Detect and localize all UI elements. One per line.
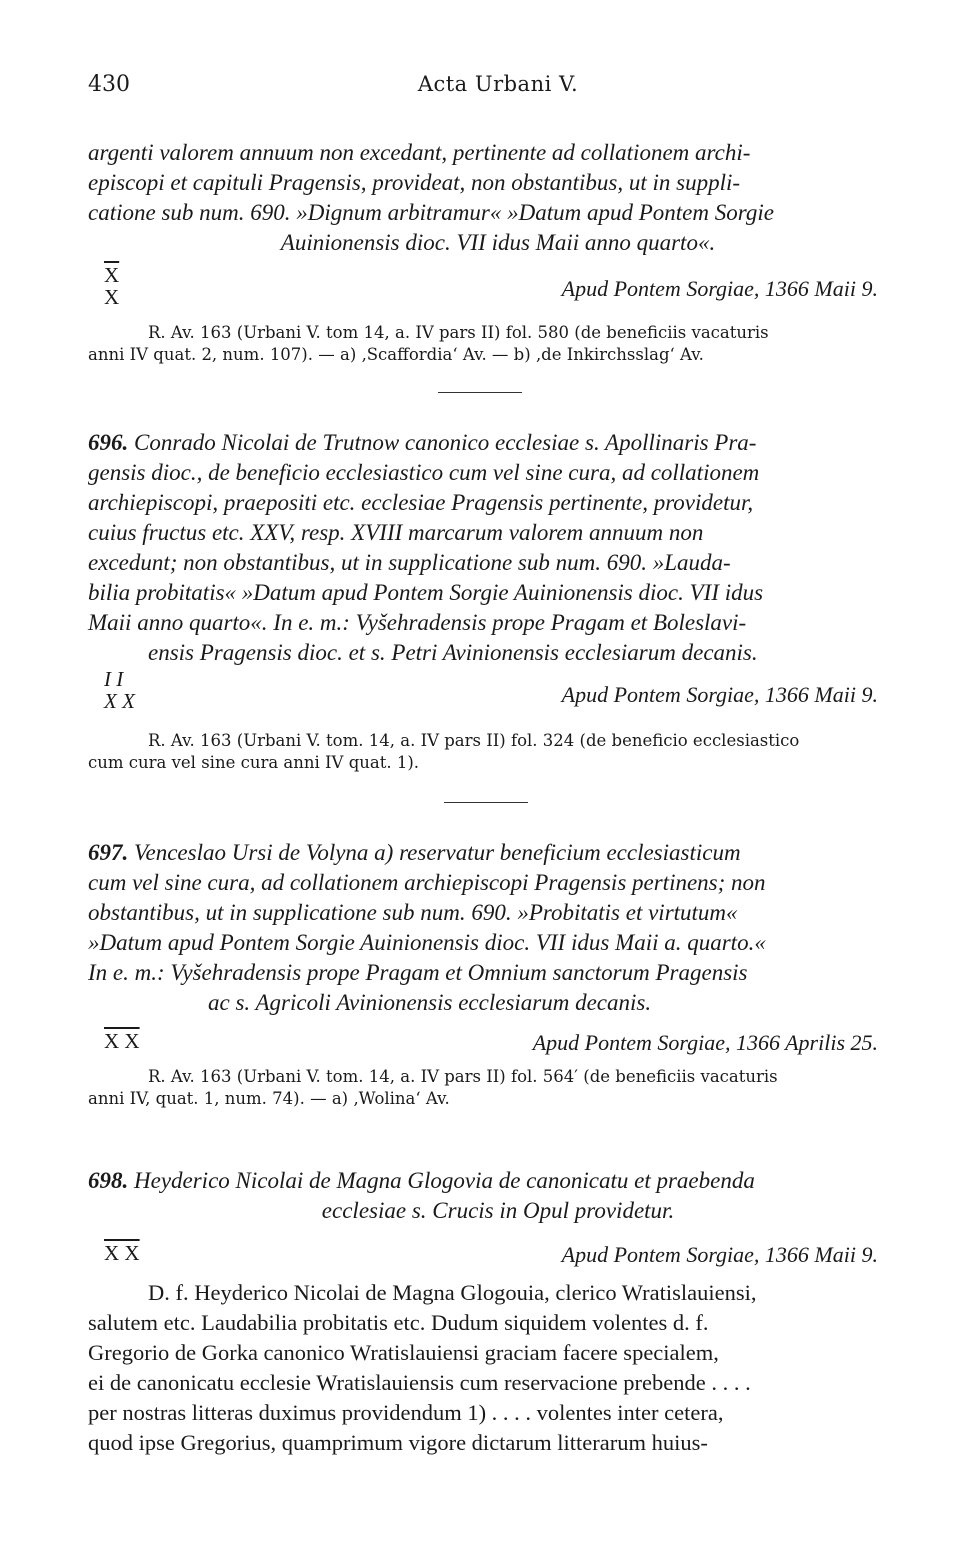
text-line: ac s. Agricoli Avinionensis ecclesiarum decanis. xyxy=(208,990,652,1015)
text-line: quod ipse Gregorius, quamprimum vigore dictarum litterarum huius- xyxy=(88,1430,708,1455)
note-line: anni IV quat. 2, num. 107). — a) ‚Scaffordia‘ Av. — b) ‚de Inkirchsslag‘ Av. xyxy=(88,345,704,364)
text-line: 696. Conrado Nicolai de Trutnow canonico ecclesiae s. Apollinaris Pra- xyxy=(88,430,757,455)
running-title: Acta Urbani V. xyxy=(417,72,579,96)
place-date: Apud Pontem Sorgiae, 1366 Aprilis 25. xyxy=(532,1030,878,1055)
entry-number: 697. xyxy=(88,840,129,865)
entry-697-text xyxy=(88,838,908,1018)
text-line: 697. Venceslao Ursi de Volyna a) reservatur beneficium ecclesiasticum xyxy=(88,840,741,865)
entry-696-source-note xyxy=(88,730,908,774)
text-line: Maii anno quarto«. In e. m.: Vyšehradensis prope Pragam et Boleslavi- xyxy=(88,610,747,635)
text-line: gensis dioc., de beneficio ecclesiastico cum vel sine cura, ad collationem xyxy=(88,460,760,485)
text-line: excedunt; non obstantibus, ut in supplicatione sub num. 690. »Lauda- xyxy=(88,550,731,575)
registry-sigla: X X xyxy=(104,1241,140,1265)
note-line: R. Av. 163 (Urbani V. tom 14, a. IV pars II) fol. 580 (de beneficiis vacaturis xyxy=(148,323,769,342)
separator-rule xyxy=(444,802,528,803)
entry-696-dateline xyxy=(88,668,908,718)
text-line: Gregorio de Gorka canonico Wratislauiensi graciam facere specialem, xyxy=(88,1340,719,1365)
entry-696-text xyxy=(88,428,908,668)
text-line: D. f. Heyderico Nicolai de Magna Glogouia, clerico Wratislauiensi, xyxy=(148,1280,757,1305)
place-date: Apud Pontem Sorgiae, 1366 Maii 9. xyxy=(561,1242,878,1267)
entry-697-dateline xyxy=(88,1020,908,1070)
registry-sigla: X X xyxy=(104,1029,140,1053)
entry-695-source-note xyxy=(88,322,908,366)
place-date: Apud Pontem Sorgiae, 1366 Maii 9. xyxy=(561,682,878,707)
text-line: catione sub num. 690. »Dignum arbitramur« »Datum apud Pontem Sorgie xyxy=(88,200,774,225)
entry-number: 696. xyxy=(88,430,129,455)
text-line: argenti valorem annuum non excedant, pertinente ad collationem archi- xyxy=(88,140,751,165)
page-number: 430 xyxy=(88,72,130,97)
text-line: per nostras litteras duximus providendum 1) . . . . volentes inter cetera, xyxy=(88,1400,724,1425)
entry-698-dateline xyxy=(88,1228,908,1278)
separator-rule xyxy=(438,392,522,393)
text-line: bilia probitatis« »Datum apud Pontem Sorgie Auinionensis dioc. VII idus xyxy=(88,580,764,605)
registry-sigla: $\overline{X}$ X xyxy=(104,263,120,309)
entry-698-title xyxy=(88,1166,908,1226)
registry-sigla: I I X X xyxy=(104,667,135,713)
entry-number: 698. xyxy=(88,1168,129,1193)
text-line: ensis Pragensis dioc. et s. Petri Avinionensis ecclesiarum decanis. xyxy=(148,640,758,665)
entry-698-letter-text xyxy=(88,1278,908,1458)
note-line: cum cura vel sine cura anni IV quat. 1). xyxy=(88,753,420,772)
text-line: ei de canonicatu ecclesie Wratislauiensis cum reservacione prebende . . . . xyxy=(88,1370,751,1395)
note-line: R. Av. 163 (Urbani V. tom. 14, a. IV pars II) fol. 324 (de beneficio ecclesiastico xyxy=(148,731,800,750)
note-line: anni IV, quat. 1, num. 74). — a) ‚Wolina‘ Av. xyxy=(88,1089,450,1108)
entry-697-source-note xyxy=(88,1066,908,1110)
text-line: Auinionensis dioc. VII idus Maii anno quarto«. xyxy=(280,230,716,255)
page-header xyxy=(88,72,908,108)
note-line: R. Av. 163 (Urbani V. tom. 14, a. IV pars II) fol. 564′ (de beneficiis vacaturis xyxy=(148,1067,778,1086)
entry-695-text xyxy=(88,138,908,258)
text-line: obstantibus, ut in supplicatione sub num. 690. »Probitatis et virtutum« xyxy=(88,900,738,925)
text-line: salutem etc. Laudabilia probitatis etc. Dudum siquidem volentes d. f. xyxy=(88,1310,709,1335)
entry-695-dateline xyxy=(88,264,908,314)
place-date: Apud Pontem Sorgiae, 1366 Maii 9. xyxy=(561,276,878,301)
text-line: In e. m.: Vyšehradensis prope Pragam et Omnium sanctorum Pragensis xyxy=(88,960,748,985)
text-line: cum vel sine cura, ad collationem archiepiscopi Pragensis pertinens; non xyxy=(88,870,766,895)
text-line: archiepiscopi, praepositi etc. ecclesiae Pragensis pertinente, providetur, xyxy=(88,490,754,515)
text-line: 698. Heyderico Nicolai de Magna Glogovia de canonicatu et praebenda xyxy=(88,1168,755,1193)
text-line: cuius fructus etc. XXV, resp. XVIII marcarum valorem annuum non xyxy=(88,520,704,545)
text-line: episcopi et capituli Pragensis, provideat, non obstantibus, ut in suppli- xyxy=(88,170,741,195)
text-line: ecclesiae s. Crucis in Opul providetur. xyxy=(321,1198,675,1223)
text-line: »Datum apud Pontem Sorgie Auinionensis dioc. VII idus Maii a. quarto.« xyxy=(88,930,766,955)
